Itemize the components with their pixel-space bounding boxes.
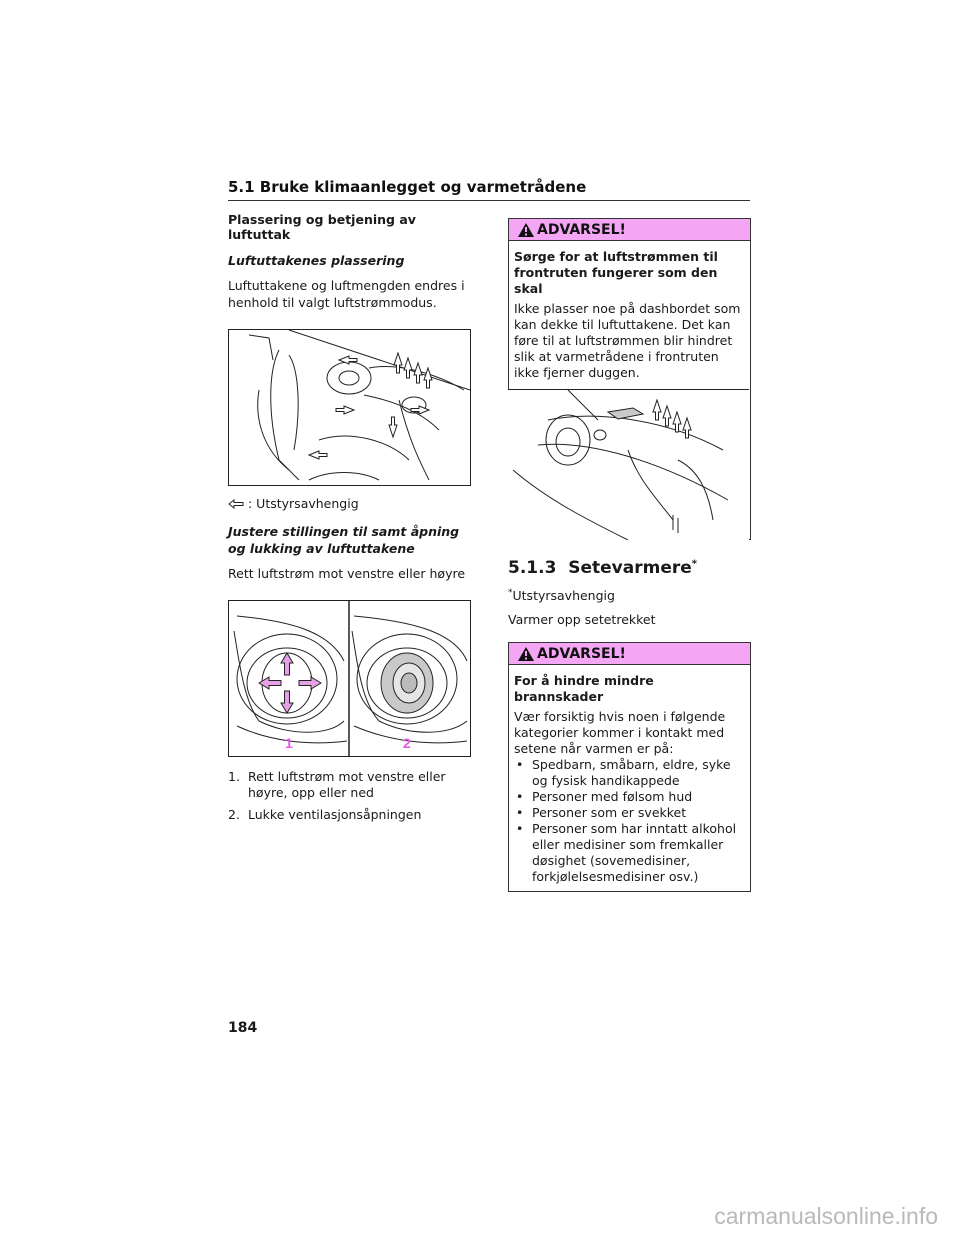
- section-number: 5.1.3: [508, 558, 557, 578]
- warning-label: ADVARSEL!: [537, 221, 626, 238]
- list-item: • Personer som har inntatt alkohol eller medisiner som fremkaller døsighet (sovemedisiner, forkjølelsesmedisiner osv.): [514, 821, 745, 885]
- section-title: Setevarmere: [568, 558, 692, 578]
- list-item: • Personer med følsom hud: [516, 789, 693, 805]
- subheading-adjust-vents: Justere stillingen til samt åpning og lukking av luftuttakene: [228, 524, 460, 556]
- page-number: 184: [228, 1020, 258, 1036]
- list-item-text: Spedbarn, småbarn, eldre, syke og fysisk handikappede: [532, 757, 731, 789]
- warning-body: [509, 665, 750, 891]
- warning-triangle-icon: [517, 222, 535, 238]
- list-item: • Personer som er svekket: [516, 805, 687, 821]
- step-text: Rett luftstrøm mot venstre eller høyre, opp eller ned: [248, 769, 446, 800]
- warning-text: Vær forsiktig hvis noen i følgende kategorier kommer i kontakt med setene når varmen er på:: [514, 709, 726, 757]
- section-footnote-mark: *: [691, 558, 698, 570]
- warning-bullet-list: [514, 757, 745, 885]
- warning-body: [509, 241, 750, 539]
- figure-dashboard-blocked: [508, 389, 749, 540]
- list-item-text: Personer som er svekket: [532, 805, 687, 821]
- paragraph-vent-modes: Luftuttakene og luftmengden endres i henhold til valgt luftstrømmodus.: [228, 278, 465, 310]
- heading-air-vents: Plassering og betjening av luftuttak: [228, 212, 416, 242]
- subheading-vent-locations: Luftuttakenes plassering: [228, 253, 405, 268]
- legend-equipment: [228, 496, 471, 511]
- warning-header: [509, 219, 750, 241]
- vent-illustration: [229, 601, 470, 756]
- section-title-seat-heaters: [508, 558, 751, 578]
- arrow-outline-icon: [228, 499, 244, 509]
- warning-header: [509, 643, 750, 665]
- warning-box-burns: [508, 642, 751, 892]
- figure-cabin-vents: [228, 329, 471, 486]
- direction-arrows: [259, 653, 321, 713]
- step-number: 2.: [228, 807, 240, 822]
- note-footnote-mark: *: [508, 588, 513, 598]
- section-header: 5.1 Bruke klimaanlegget og varmetrådene: [228, 178, 750, 201]
- cabin-illustration: [229, 330, 470, 485]
- list-item: • Spedbarn, småbarn, eldre, syke og fysisk handikappede: [514, 757, 745, 789]
- figure-vent-controls: [228, 600, 471, 757]
- step-text: Lukke ventilasjonsåpningen: [248, 807, 422, 822]
- warning-label: ADVARSEL!: [537, 645, 626, 662]
- list-item-text: Personer med følsom hud: [532, 789, 693, 805]
- warning-title: For å hindre mindre brannskader: [514, 673, 654, 705]
- step-number: 1.: [228, 769, 240, 784]
- dashboard-illustration: [508, 390, 749, 540]
- step-item: [228, 807, 471, 823]
- equipment-note: [508, 588, 751, 603]
- left-column: [228, 208, 471, 829]
- list-item-text: Personer som har inntatt alkohol eller medisiner som fremkaller døsighet (sovemedisiner, forkjølelsesmedisiner osv.): [532, 821, 737, 885]
- warning-box-airflow: [508, 218, 751, 540]
- legend-text: : Utstyrsavhengig: [248, 496, 359, 511]
- paragraph-direct-airflow: Rett luftstrøm mot venstre eller høyre: [228, 566, 466, 581]
- watermark: carmanualsonline.info: [714, 1203, 938, 1229]
- paragraph-seat-heater: Varmer opp setetrekket: [508, 612, 656, 628]
- right-column: [508, 218, 751, 906]
- warning-text: Ikke plasser noe på dashbordet som kan dekke til luftuttakene. Det kan føre til at luftstrømmen blir hindret slik at varmetrådene i frontruten ikke fjerner duggen.: [514, 301, 741, 380]
- step-item: [228, 769, 471, 801]
- note-text: Utstyrsavhengig: [512, 588, 615, 604]
- figure-label-1: 1: [285, 735, 293, 751]
- warning-triangle-icon: [517, 646, 535, 662]
- warning-title: Sørge for at luftstrømmen til frontruten fungerer som den skal: [514, 249, 718, 296]
- step-list: [228, 769, 471, 823]
- figure-label-2: 2: [403, 735, 411, 751]
